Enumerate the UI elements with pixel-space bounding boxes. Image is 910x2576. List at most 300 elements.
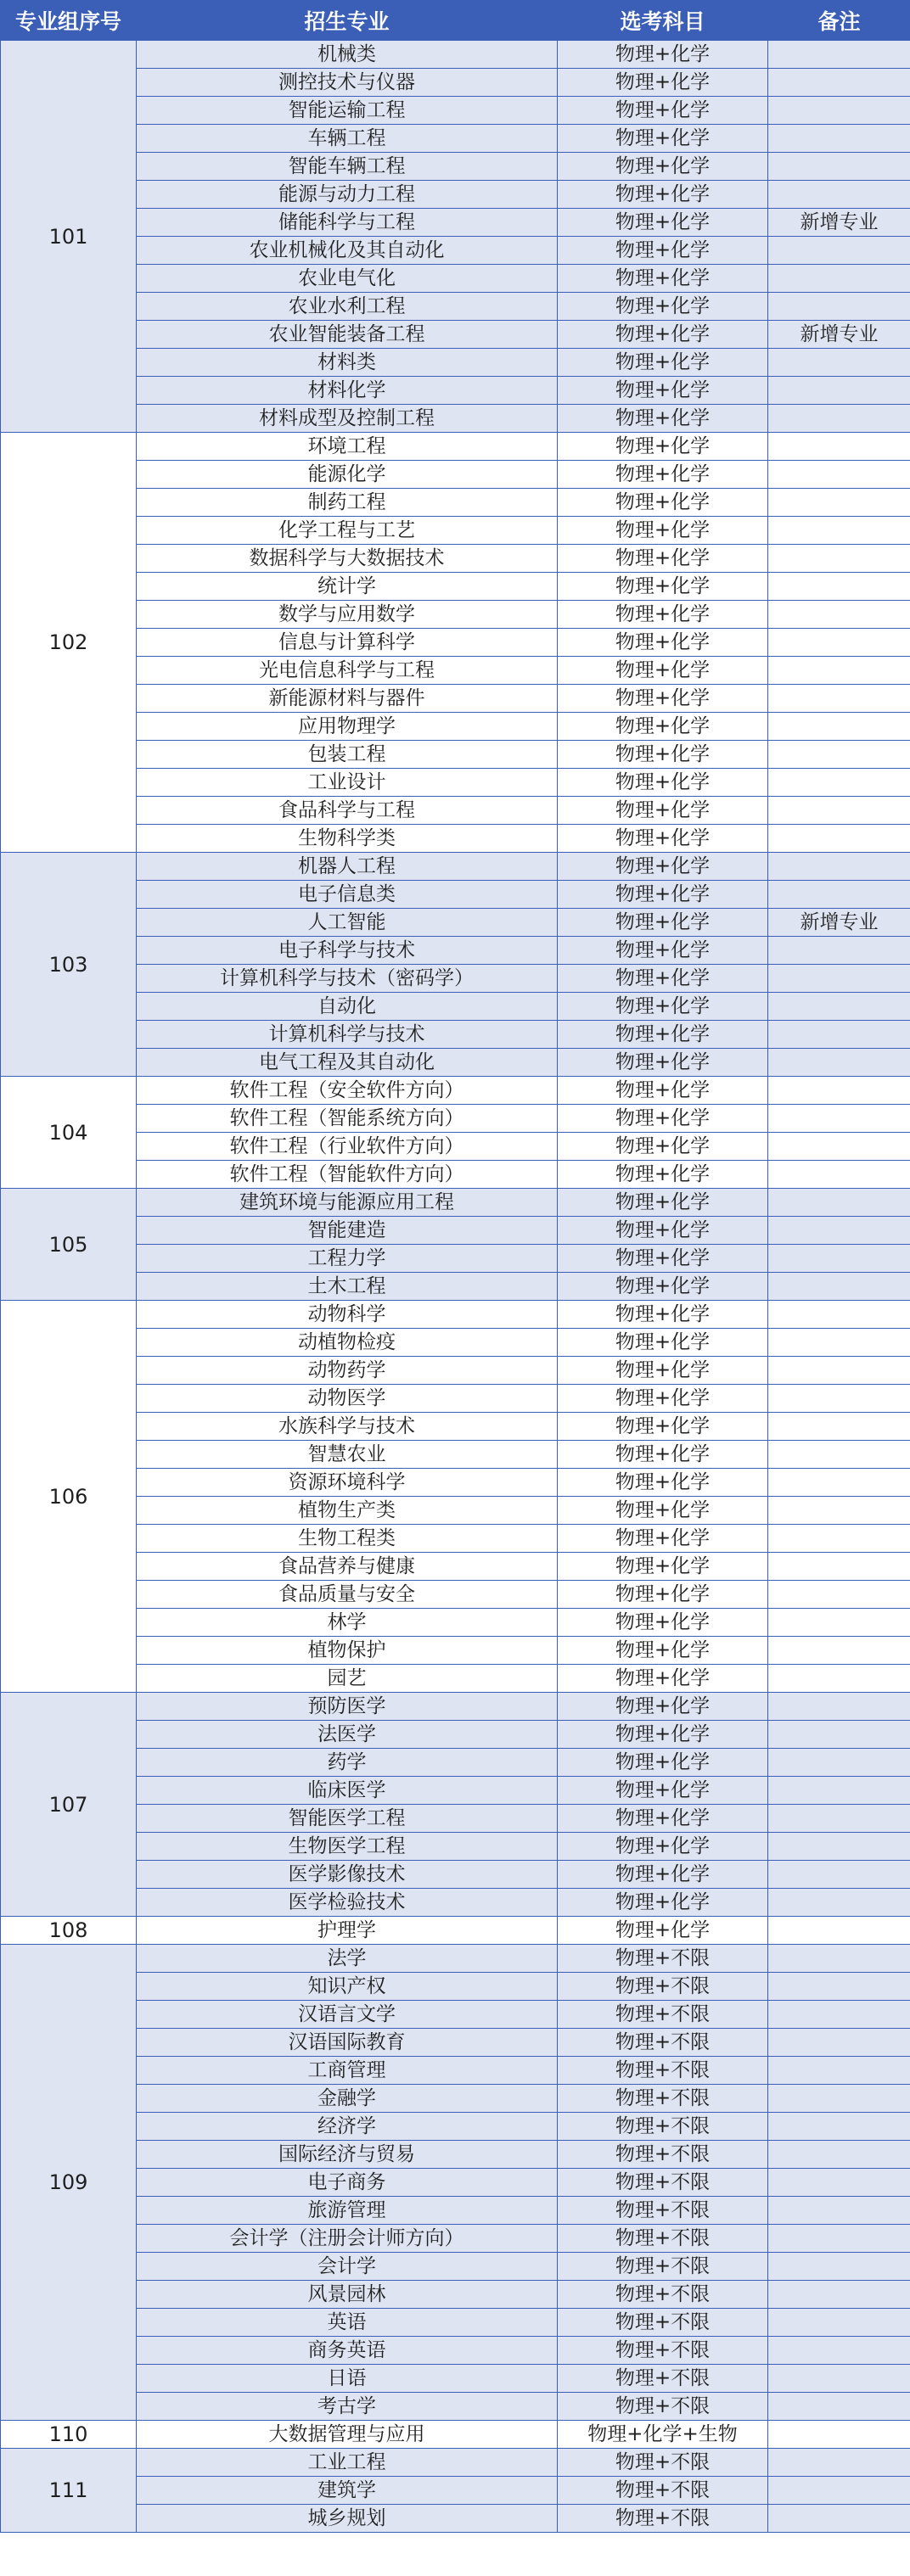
major-cell: 植物保护 [137, 1637, 558, 1665]
major-cell: 机械类 [137, 41, 558, 69]
major-cell: 工业设计 [137, 769, 558, 797]
note-cell [768, 965, 910, 993]
subjects-cell: 物理+化学 [558, 713, 768, 741]
header-note: 备注 [768, 1, 910, 41]
note-cell [768, 2337, 910, 2365]
major-cell: 动物药学 [137, 1357, 558, 1385]
table-row [1, 1021, 910, 1049]
subjects-cell: 物理+化学 [558, 237, 768, 265]
table-row [1, 909, 910, 937]
table-row [1, 1329, 910, 1357]
note-cell [768, 2281, 910, 2309]
note-cell [768, 349, 910, 377]
table-row [1, 153, 910, 181]
note-cell: 新增专业 [768, 321, 910, 349]
subjects-cell: 物理+化学 [558, 881, 768, 909]
subjects-cell: 物理+化学 [558, 853, 768, 881]
subjects-cell: 物理+化学 [558, 69, 768, 97]
note-cell [768, 1189, 910, 1217]
major-cell: 光电信息科学与工程 [137, 657, 558, 685]
table-row [1, 1637, 910, 1665]
major-cell: 动植物检疫 [137, 1329, 558, 1357]
major-cell: 生物医学工程 [137, 1833, 558, 1861]
note-cell [768, 1889, 910, 1917]
note-cell [768, 1721, 910, 1749]
major-cell: 生物科学类 [137, 825, 558, 853]
subjects-cell: 物理+化学 [558, 1721, 768, 1749]
note-cell [768, 1693, 910, 1721]
major-cell: 智能医学工程 [137, 1805, 558, 1833]
subjects-cell: 物理+化学 [558, 545, 768, 573]
group-number-cell: 105 [1, 1189, 137, 1301]
major-cell: 食品质量与安全 [137, 1581, 558, 1609]
table-row [1, 517, 910, 545]
subjects-cell: 物理+化学 [558, 1917, 768, 1945]
note-cell [768, 1609, 910, 1637]
note-cell [768, 1497, 910, 1525]
table-row [1, 1133, 910, 1161]
note-cell [768, 1077, 910, 1105]
subjects-cell: 物理+化学 [558, 489, 768, 517]
subjects-cell: 物理+不限 [558, 2449, 768, 2477]
table-row [1, 489, 910, 517]
subjects-cell: 物理+不限 [558, 2113, 768, 2141]
table-row [1, 993, 910, 1021]
table-row [1, 1301, 910, 1329]
group-number-cell: 108 [1, 1917, 137, 1945]
note-cell [768, 433, 910, 461]
note-cell [768, 1777, 910, 1805]
table-row [1, 741, 910, 769]
major-cell: 会计学 [137, 2253, 558, 2281]
note-cell [768, 1861, 910, 1889]
major-cell: 软件工程（安全软件方向） [137, 1077, 558, 1105]
major-cell: 医学检验技术 [137, 1889, 558, 1917]
note-cell [768, 545, 910, 573]
major-cell: 旅游管理 [137, 2197, 558, 2225]
note-cell [768, 1805, 910, 1833]
subjects-cell: 物理+化学 [558, 209, 768, 237]
group-number-cell: 111 [1, 2449, 137, 2533]
subjects-cell: 物理+不限 [558, 2141, 768, 2169]
note-cell [768, 153, 910, 181]
subjects-cell: 物理+不限 [558, 2365, 768, 2393]
note-cell [768, 993, 910, 1021]
subjects-cell: 物理+化学 [558, 265, 768, 293]
table-row [1, 41, 910, 69]
table-row [1, 1861, 910, 1889]
header-group-number: 专业组序号 [1, 1, 137, 41]
table-row [1, 2421, 910, 2449]
note-cell [768, 97, 910, 125]
subjects-cell: 物理+化学 [558, 1413, 768, 1441]
table-row [1, 2505, 910, 2533]
major-cell: 制药工程 [137, 489, 558, 517]
note-cell [768, 2169, 910, 2197]
note-cell [768, 1833, 910, 1861]
major-cell: 农业电气化 [137, 265, 558, 293]
subjects-cell: 物理+化学 [558, 1777, 768, 1805]
major-cell: 知识产权 [137, 1973, 558, 2001]
major-cell: 环境工程 [137, 433, 558, 461]
subjects-cell: 物理+化学 [558, 461, 768, 489]
subjects-cell: 物理+化学 [558, 1469, 768, 1497]
note-cell [768, 1973, 910, 2001]
subjects-cell: 物理+不限 [558, 2225, 768, 2253]
table-row [1, 1049, 910, 1077]
major-cell: 包装工程 [137, 741, 558, 769]
table-row [1, 461, 910, 489]
subjects-cell: 物理+化学 [558, 1525, 768, 1553]
table-row [1, 181, 910, 209]
table-row [1, 405, 910, 433]
table-row [1, 1945, 910, 1973]
table-row [1, 321, 910, 349]
major-cell: 风景园林 [137, 2281, 558, 2309]
subjects-cell: 物理+化学 [558, 1581, 768, 1609]
table-row [1, 2085, 910, 2113]
table-row [1, 2253, 910, 2281]
subjects-cell: 物理+化学 [558, 1077, 768, 1105]
subjects-cell: 物理+不限 [558, 2505, 768, 2533]
note-cell [768, 1357, 910, 1385]
subjects-cell: 物理+化学 [558, 1133, 768, 1161]
major-cell: 英语 [137, 2309, 558, 2337]
table-row [1, 1721, 910, 1749]
subjects-cell: 物理+化学 [558, 1749, 768, 1777]
table-row [1, 1497, 910, 1525]
subjects-cell: 物理+化学 [558, 1637, 768, 1665]
major-cell: 统计学 [137, 573, 558, 601]
note-cell [768, 601, 910, 629]
table-row [1, 1077, 910, 1105]
note-cell [768, 2001, 910, 2029]
table-row [1, 2365, 910, 2393]
subjects-cell: 物理+化学 [558, 97, 768, 125]
note-cell [768, 1469, 910, 1497]
subjects-cell: 物理+不限 [558, 2477, 768, 2505]
major-cell: 新能源材料与器件 [137, 685, 558, 713]
note-cell: 新增专业 [768, 909, 910, 937]
major-cell: 食品营养与健康 [137, 1553, 558, 1581]
major-cell: 电子商务 [137, 2169, 558, 2197]
major-cell: 资源环境科学 [137, 1469, 558, 1497]
major-cell: 建筑环境与能源应用工程 [137, 1189, 558, 1217]
table-row [1, 377, 910, 405]
major-cell: 农业水利工程 [137, 293, 558, 321]
subjects-cell: 物理+不限 [558, 2281, 768, 2309]
major-cell: 测控技术与仪器 [137, 69, 558, 97]
note-cell [768, 489, 910, 517]
table-row [1, 2113, 910, 2141]
major-cell: 土木工程 [137, 1273, 558, 1301]
subjects-cell: 物理+化学 [558, 657, 768, 685]
table-row [1, 2477, 910, 2505]
subjects-cell: 物理+化学 [558, 293, 768, 321]
subjects-cell: 物理+化学 [558, 1245, 768, 1273]
subjects-cell: 物理+化学 [558, 1329, 768, 1357]
table-row [1, 965, 910, 993]
major-cell: 化学工程与工艺 [137, 517, 558, 545]
note-cell [768, 2085, 910, 2113]
major-cell: 水族科学与技术 [137, 1413, 558, 1441]
subjects-cell: 物理+化学 [558, 153, 768, 181]
note-cell [768, 1161, 910, 1189]
major-cell: 法医学 [137, 1721, 558, 1749]
note-cell [768, 517, 910, 545]
subjects-cell: 物理+化学 [558, 825, 768, 853]
subjects-cell: 物理+化学 [558, 1833, 768, 1861]
table-row [1, 1665, 910, 1693]
note-cell [768, 2309, 910, 2337]
group-number-cell: 110 [1, 2421, 137, 2449]
major-cell: 信息与计算科学 [137, 629, 558, 657]
note-cell [768, 125, 910, 153]
subjects-cell: 物理+化学 [558, 181, 768, 209]
table-row [1, 2337, 910, 2365]
major-cell: 电子信息类 [137, 881, 558, 909]
table-row [1, 2141, 910, 2169]
note-cell [768, 2225, 910, 2253]
table-row [1, 209, 910, 237]
major-cell: 林学 [137, 1609, 558, 1637]
major-cell: 数据科学与大数据技术 [137, 545, 558, 573]
group-number-cell: 101 [1, 41, 137, 433]
note-cell [768, 1917, 910, 1945]
major-cell: 城乡规划 [137, 2505, 558, 2533]
subjects-cell: 物理+化学 [558, 1889, 768, 1917]
major-cell: 食品科学与工程 [137, 797, 558, 825]
note-cell [768, 937, 910, 965]
subjects-cell: 物理+化学 [558, 1609, 768, 1637]
note-cell [768, 265, 910, 293]
table-row [1, 1777, 910, 1805]
major-cell: 经济学 [137, 2113, 558, 2141]
major-cell: 商务英语 [137, 2337, 558, 2365]
table-row [1, 853, 910, 881]
note-cell [768, 1245, 910, 1273]
subjects-cell: 物理+不限 [558, 2057, 768, 2085]
table-row [1, 2393, 910, 2421]
major-cell: 医学影像技术 [137, 1861, 558, 1889]
note-cell [768, 2393, 910, 2421]
subjects-cell: 物理+不限 [558, 2001, 768, 2029]
table-row [1, 1245, 910, 1273]
subjects-cell: 物理+不限 [558, 2393, 768, 2421]
subjects-cell: 物理+化学 [558, 1021, 768, 1049]
subjects-cell: 物理+化学 [558, 1693, 768, 1721]
subjects-cell: 物理+化学 [558, 1861, 768, 1889]
table-row [1, 1189, 910, 1217]
subjects-cell: 物理+化学 [558, 1665, 768, 1693]
note-cell [768, 685, 910, 713]
group-number-cell: 106 [1, 1301, 137, 1693]
note-cell [768, 1749, 910, 1777]
table-row [1, 2029, 910, 2057]
subjects-cell: 物理+不限 [558, 1973, 768, 2001]
major-cell: 园艺 [137, 1665, 558, 1693]
note-cell [768, 2365, 910, 2393]
table-row [1, 1805, 910, 1833]
subjects-cell: 物理+化学 [558, 1357, 768, 1385]
note-cell [768, 1665, 910, 1693]
subjects-cell: 物理+化学 [558, 741, 768, 769]
note-cell [768, 2029, 910, 2057]
major-cell: 计算机科学与技术 [137, 1021, 558, 1049]
table-row [1, 825, 910, 853]
note-cell [768, 2113, 910, 2141]
major-cell: 农业机械化及其自动化 [137, 237, 558, 265]
table-row [1, 237, 910, 265]
table-row [1, 69, 910, 97]
table-row [1, 1357, 910, 1385]
major-cell: 农业智能装备工程 [137, 321, 558, 349]
header-major: 招生专业 [137, 1, 558, 41]
group-number-cell: 104 [1, 1077, 137, 1189]
major-cell: 储能科学与工程 [137, 209, 558, 237]
table-row [1, 349, 910, 377]
note-cell [768, 1553, 910, 1581]
note-cell [768, 797, 910, 825]
subjects-cell: 物理+化学 [558, 1553, 768, 1581]
table-row [1, 1833, 910, 1861]
table-row [1, 265, 910, 293]
table-row [1, 573, 910, 601]
subjects-cell: 物理+不限 [558, 2029, 768, 2057]
subjects-cell: 物理+化学 [558, 321, 768, 349]
note-cell [768, 741, 910, 769]
table-row [1, 97, 910, 125]
note-cell [768, 769, 910, 797]
subjects-cell: 物理+化学 [558, 601, 768, 629]
table-body [1, 41, 910, 2533]
group-number-cell: 103 [1, 853, 137, 1077]
subjects-cell: 物理+化学 [558, 1161, 768, 1189]
table-row [1, 657, 910, 685]
major-cell: 数学与应用数学 [137, 601, 558, 629]
note-cell [768, 1413, 910, 1441]
subjects-cell: 物理+化学 [558, 797, 768, 825]
group-number-cell: 109 [1, 1945, 137, 2421]
note-cell [768, 1637, 910, 1665]
table-row [1, 629, 910, 657]
major-cell: 考古学 [137, 2393, 558, 2421]
note-cell [768, 293, 910, 321]
note-cell [768, 1385, 910, 1413]
subjects-cell: 物理+化学 [558, 965, 768, 993]
major-cell: 生物工程类 [137, 1525, 558, 1553]
note-cell [768, 2449, 910, 2477]
table-row [1, 1889, 910, 1917]
major-cell: 建筑学 [137, 2477, 558, 2505]
note-cell [768, 461, 910, 489]
note-cell [768, 1133, 910, 1161]
table-row [1, 2309, 910, 2337]
note-cell [768, 853, 910, 881]
table-row [1, 2225, 910, 2253]
table-row [1, 937, 910, 965]
note-cell [768, 2141, 910, 2169]
table-row [1, 1385, 910, 1413]
note-cell [768, 2057, 910, 2085]
subjects-cell: 物理+化学 [558, 405, 768, 433]
major-cell: 电子科学与技术 [137, 937, 558, 965]
subjects-cell: 物理+不限 [558, 2169, 768, 2197]
table-row [1, 1413, 910, 1441]
table-row [1, 433, 910, 461]
subjects-cell: 物理+化学 [558, 993, 768, 1021]
subjects-cell: 物理+化学+生物 [558, 2421, 768, 2449]
note-cell [768, 657, 910, 685]
table-row [1, 1693, 910, 1721]
table-row [1, 685, 910, 713]
note-cell [768, 881, 910, 909]
subjects-cell: 物理+不限 [558, 2253, 768, 2281]
note-cell [768, 1217, 910, 1245]
major-cell: 人工智能 [137, 909, 558, 937]
subjects-cell: 物理+不限 [558, 2085, 768, 2113]
major-cell: 预防医学 [137, 1693, 558, 1721]
note-cell [768, 2253, 910, 2281]
table-row [1, 1273, 910, 1301]
note-cell [768, 2505, 910, 2533]
subjects-cell: 物理+化学 [558, 1497, 768, 1525]
table-row [1, 797, 910, 825]
major-cell: 汉语国际教育 [137, 2029, 558, 2057]
subjects-cell: 物理+化学 [558, 1805, 768, 1833]
major-cell: 临床医学 [137, 1777, 558, 1805]
subjects-cell: 物理+化学 [558, 1385, 768, 1413]
group-number-cell: 102 [1, 433, 137, 853]
table-row [1, 2001, 910, 2029]
note-cell [768, 1945, 910, 1973]
note-cell [768, 1581, 910, 1609]
subjects-cell: 物理+化学 [558, 349, 768, 377]
note-cell: 新增专业 [768, 209, 910, 237]
note-cell [768, 1273, 910, 1301]
note-cell [768, 629, 910, 657]
note-cell [768, 181, 910, 209]
subjects-cell: 物理+化学 [558, 1105, 768, 1133]
note-cell [768, 1329, 910, 1357]
major-cell: 法学 [137, 1945, 558, 1973]
table-row [1, 1973, 910, 2001]
note-cell [768, 41, 910, 69]
major-cell: 电气工程及其自动化 [137, 1049, 558, 1077]
note-cell [768, 1525, 910, 1553]
table-row [1, 2169, 910, 2197]
table-row [1, 2449, 910, 2477]
note-cell [768, 377, 910, 405]
major-cell: 材料类 [137, 349, 558, 377]
note-cell [768, 237, 910, 265]
table-row [1, 125, 910, 153]
major-cell: 软件工程（智能系统方向） [137, 1105, 558, 1133]
major-cell: 国际经济与贸易 [137, 2141, 558, 2169]
major-cell: 材料成型及控制工程 [137, 405, 558, 433]
header-subjects: 选考科目 [558, 1, 768, 41]
major-cell: 汉语言文学 [137, 2001, 558, 2029]
major-cell: 自动化 [137, 993, 558, 1021]
note-cell [768, 2197, 910, 2225]
subjects-cell: 物理+化学 [558, 125, 768, 153]
subjects-cell: 物理+化学 [558, 685, 768, 713]
major-cell: 软件工程（智能软件方向） [137, 1161, 558, 1189]
table-row [1, 1609, 910, 1637]
major-cell: 车辆工程 [137, 125, 558, 153]
major-cell: 智慧农业 [137, 1441, 558, 1469]
subjects-cell: 物理+化学 [558, 1189, 768, 1217]
